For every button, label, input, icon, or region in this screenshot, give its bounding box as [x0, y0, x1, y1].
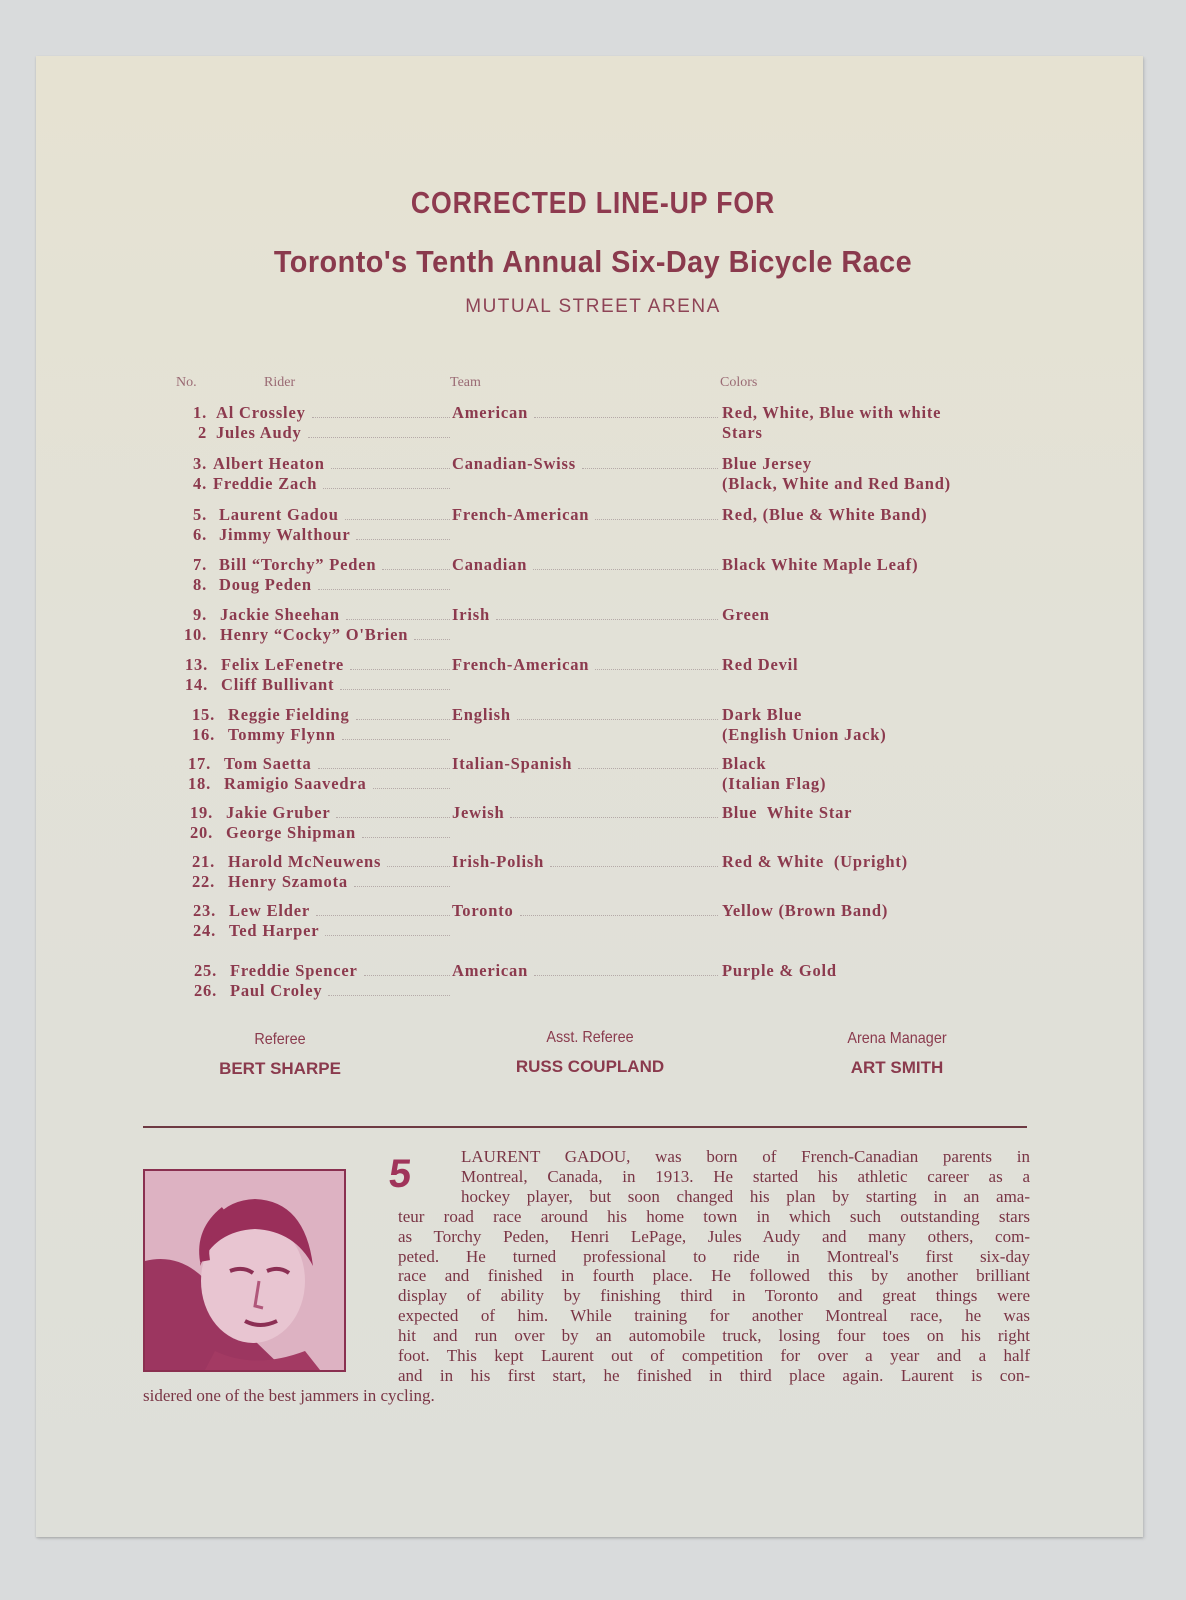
- colors-cell: [0, 423, 1186, 443]
- heading-race-title: Toronto's Tenth Annual Six-Day Bicycle Race: [273, 244, 913, 279]
- official-name: BERT SHARPE: [219, 1059, 341, 1078]
- rider-name: Felix LeFenetre: [221, 655, 345, 674]
- dotted-leader: [534, 417, 718, 418]
- colors-cell: [0, 705, 1186, 725]
- dotted-leader: [373, 788, 450, 789]
- team-name: Irish-Polish: [452, 852, 545, 871]
- dotted-leader: [331, 468, 450, 469]
- dotted-leader: [534, 975, 718, 976]
- bio-line: foot. This kept Laurent out of competition for over a year and a half: [398, 1346, 1030, 1365]
- rider-name: Doug Peden: [219, 575, 312, 594]
- rider-number: 25.: [193, 961, 217, 980]
- rider-number: 23.: [192, 901, 216, 920]
- dotted-leader: [550, 866, 718, 867]
- rider-name: George Shipman: [226, 823, 356, 842]
- dotted-leader: [312, 417, 450, 418]
- rider-number: 8.: [193, 575, 207, 594]
- rider-name: Albert Heaton: [213, 454, 325, 473]
- colors-cell: [0, 403, 1186, 423]
- dotted-leader: [356, 539, 450, 540]
- team-colors: (English Union Jack): [722, 725, 887, 744]
- rider-name: Henry Szamota: [228, 872, 348, 891]
- bio-line: expected of him. While training for another Montreal race, he was: [398, 1306, 1030, 1326]
- dotted-leader: [362, 837, 450, 838]
- rider-name: Laurent Gadou: [219, 505, 339, 524]
- rider-name: Ramigio Saavedra: [224, 774, 367, 793]
- team-name: Jewish: [452, 803, 505, 822]
- rider-number: 6.: [193, 525, 207, 544]
- team-colors: Stars: [722, 423, 763, 442]
- rider-number: 20.: [189, 823, 213, 842]
- column-header-team: Team: [450, 375, 481, 390]
- team-colors: Purple & Gold: [722, 961, 837, 980]
- dotted-leader: [582, 468, 718, 469]
- bio-line: Montreal, Canada, in 1913. He started his athletic career as a: [461, 1166, 1030, 1186]
- dotted-leader: [364, 975, 450, 976]
- rider-name: Jakie Gruber: [226, 803, 331, 822]
- rider-name: Paul Croley: [230, 981, 323, 1000]
- dotted-leader: [496, 619, 718, 620]
- rider-name: Tom Saetta: [224, 754, 312, 773]
- rider-name: Jimmy Walthour: [219, 525, 351, 544]
- rider-number: 4.: [193, 474, 207, 493]
- bio-line: LAURENT GADOU, was born of French-Canadian parents in: [461, 1147, 1030, 1166]
- team-name: Irish: [452, 605, 490, 624]
- team-colors: Dark Blue: [722, 705, 803, 724]
- team-colors: (Black, White and Red Band): [722, 474, 951, 493]
- colors-cell: [0, 655, 1186, 675]
- dotted-leader: [354, 886, 450, 887]
- dotted-leader: [356, 719, 450, 720]
- bio-line: hit and run over by an automobile truck, losing four toes on his right: [398, 1326, 1030, 1346]
- portrait-icon: [145, 1171, 344, 1370]
- team-colors: Black: [722, 754, 767, 773]
- team-colors: Blue Jersey: [722, 454, 812, 473]
- rider-portrait-photo: [143, 1169, 346, 1372]
- team-colors: (Italian Flag): [722, 774, 827, 793]
- rider-number: 1.: [193, 403, 207, 422]
- official-title: Asst. Referee: [546, 1029, 634, 1046]
- colors-cell: [0, 725, 1186, 745]
- team-name: French-American: [452, 655, 590, 674]
- rider-number: 18.: [187, 774, 211, 793]
- team-name: English: [452, 705, 511, 724]
- rider-number: 10.: [183, 625, 207, 644]
- team-colors: Red, White, Blue with white: [722, 403, 942, 422]
- team-colors: Red Devil: [722, 655, 799, 674]
- dotted-leader: [318, 589, 450, 590]
- colors-cell: [0, 454, 1186, 474]
- column-header-rider: Rider: [264, 375, 296, 390]
- team-colors: Blue White Star: [722, 803, 853, 822]
- dotted-leader: [318, 768, 450, 769]
- team-name: Italian-Spanish: [452, 754, 573, 773]
- team-name: French-American: [452, 505, 590, 524]
- colors-cell: [0, 961, 1186, 981]
- bio-line: race and finished in fourth place. He followed this by another brilliant: [398, 1266, 1030, 1286]
- rider-row: [0, 872, 1186, 892]
- dotted-leader: [595, 519, 718, 520]
- column-header-no: No.: [176, 375, 197, 390]
- column-header-colors: Colors: [720, 375, 758, 390]
- team-colors: Black White Maple Leaf): [722, 555, 919, 574]
- colors-cell: [0, 605, 1186, 625]
- colors-cell: [0, 505, 1186, 525]
- colors-cell: [0, 901, 1186, 921]
- dotted-leader: [517, 719, 718, 720]
- dotted-leader: [414, 639, 450, 640]
- rider-number: 21.: [191, 852, 215, 871]
- colors-cell: [0, 474, 1186, 494]
- rider-name: Harold McNeuwens: [228, 852, 382, 871]
- official-asst-referee: [480, 1029, 700, 1077]
- rider-name: Reggie Fielding: [228, 705, 350, 724]
- rider-row: [0, 575, 1186, 595]
- colors-cell: [0, 774, 1186, 794]
- bio-line: hockey player, but soon changed his plan by starting in an ama-: [461, 1186, 1030, 1206]
- official-referee: [180, 1031, 380, 1079]
- rider-number: 22.: [191, 872, 215, 891]
- rider-number: 13.: [184, 655, 208, 674]
- heading-corrected-lineup: CORRECTED LINE-UP FOR: [410, 185, 776, 220]
- rider-name: Henry “Cocky” O'Brien: [220, 625, 409, 644]
- rider-number: 26.: [193, 981, 217, 1000]
- dotted-leader: [308, 437, 451, 438]
- official-title: Arena Manager: [847, 1030, 947, 1047]
- rider-number: 16.: [191, 725, 215, 744]
- section-divider: [143, 1126, 1027, 1128]
- rider-row: [0, 625, 1186, 645]
- rider-row: [0, 981, 1186, 1001]
- dotted-leader: [345, 519, 450, 520]
- rider-number: 2: [197, 423, 207, 442]
- rider-name: Bill “Torchy” Peden: [219, 555, 377, 574]
- dotted-leader: [520, 915, 718, 916]
- rider-number: 24.: [192, 921, 216, 940]
- colors-cell: [0, 754, 1186, 774]
- rider-row: [0, 823, 1186, 843]
- rider-name: Jules Audy: [216, 423, 302, 442]
- rider-name: Tommy Flynn: [228, 725, 336, 744]
- bio-line: display of ability by finishing third in Toronto and great things were: [398, 1286, 1030, 1306]
- rider-name: Ted Harper: [229, 921, 320, 940]
- rider-number: 15.: [191, 705, 215, 724]
- dotted-leader: [510, 817, 718, 818]
- dotted-leader: [340, 689, 450, 690]
- dotted-leader: [323, 488, 450, 489]
- rider-name: Lew Elder: [229, 901, 310, 920]
- rider-row: [0, 921, 1186, 941]
- dotted-leader: [336, 817, 450, 818]
- team-colors: Green: [722, 605, 770, 624]
- dotted-leader: [342, 739, 450, 740]
- rider-row: [0, 675, 1186, 695]
- bio-line: sidered one of the best jammers in cycling.: [143, 1385, 435, 1405]
- dotted-leader: [578, 768, 718, 769]
- rider-number: 7.: [193, 555, 207, 574]
- dotted-leader: [533, 569, 718, 570]
- rider-row: [0, 525, 1186, 545]
- rider-number: 17.: [187, 754, 211, 773]
- rider-number: 5.: [193, 505, 207, 524]
- team-name: Canadian: [452, 555, 528, 574]
- team-name: Canadian-Swiss: [452, 454, 576, 473]
- rider-number: 9.: [193, 605, 207, 624]
- rider-name: Freddie Spencer: [230, 961, 358, 980]
- rider-number: 14.: [184, 675, 208, 694]
- colors-cell: [0, 803, 1186, 823]
- dotted-leader: [382, 569, 450, 570]
- dotted-leader: [387, 866, 450, 867]
- dotted-leader: [328, 995, 450, 996]
- bio-line: as Torchy Peden, Henri LePage, Jules Audy and many others, com-: [398, 1226, 1030, 1246]
- team-colors: Red, (Blue & White Band): [722, 505, 928, 524]
- rider-name: Freddie Zach: [213, 474, 318, 493]
- bio-line: peted. He turned professional to ride in Montreal's first six-day: [398, 1246, 1030, 1266]
- official-name: ART SMITH: [850, 1058, 944, 1077]
- rider-name: Jackie Sheehan: [220, 605, 340, 624]
- rider-number: 19.: [189, 803, 213, 822]
- bio-line: teur road race around his home town in which such outstanding stars: [398, 1206, 1030, 1226]
- rider-name: Cliff Bullivant: [221, 675, 335, 694]
- dotted-leader: [350, 669, 450, 670]
- dotted-leader: [325, 935, 450, 936]
- team-name: American: [452, 961, 529, 980]
- official-arena-manager: [797, 1030, 997, 1078]
- official-title: Referee: [254, 1031, 306, 1048]
- bio-line: and in his first start, he finished in third place again. Laurent is con-: [398, 1365, 1030, 1385]
- heading-venue: MUTUAL STREET ARENA: [465, 296, 721, 317]
- dotted-leader: [595, 669, 718, 670]
- team-name: American: [452, 403, 529, 422]
- colors-cell: [0, 852, 1186, 872]
- team-name: Toronto: [452, 901, 514, 920]
- dotted-leader: [316, 915, 450, 916]
- official-name: RUSS COUPLAND: [515, 1057, 665, 1076]
- colors-cell: [0, 555, 1186, 575]
- team-colors: Red & White (Upright): [722, 852, 908, 871]
- rider-name: Al Crossley: [216, 403, 306, 422]
- rider-number: 3.: [193, 454, 207, 473]
- team-colors: Yellow (Brown Band): [722, 901, 889, 920]
- dotted-leader: [346, 619, 450, 620]
- rider-number-badge: 5: [386, 1152, 414, 1196]
